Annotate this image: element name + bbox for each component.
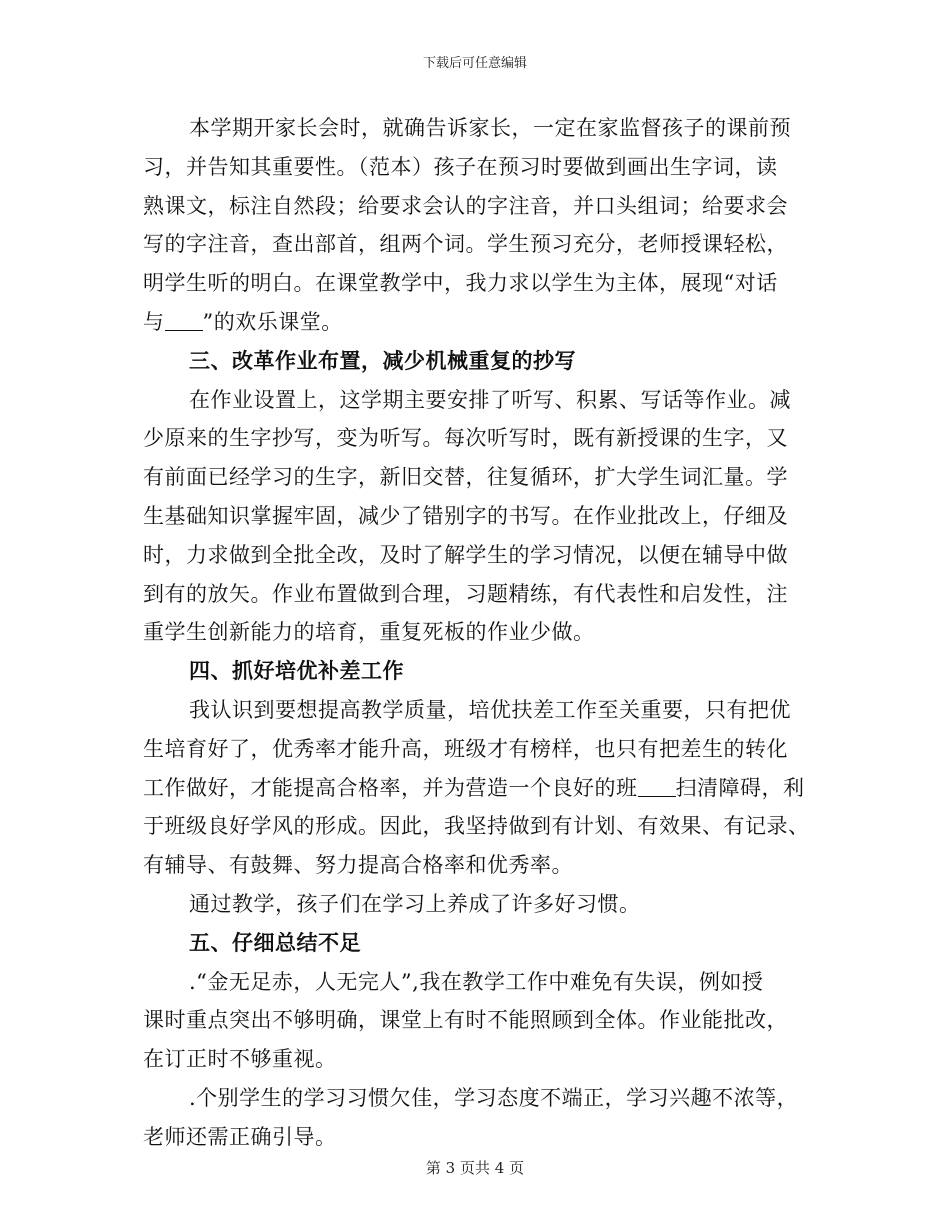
text-line xyxy=(143,148,803,187)
section-heading xyxy=(143,342,803,381)
text-line xyxy=(143,846,803,885)
document-body xyxy=(143,109,810,1157)
section-heading xyxy=(143,924,803,963)
text-line xyxy=(143,691,803,730)
text-segment: 四、抓好培优补差工作 xyxy=(189,658,404,684)
text-segment: 与 xyxy=(143,309,165,334)
text-line xyxy=(143,1079,803,1118)
text-line xyxy=(143,109,803,148)
page-header: 下载后可任意编辑 xyxy=(422,56,527,71)
section-heading xyxy=(143,652,803,691)
text-segment: 时，力求做到全批全改，及时了解学生的学习情况，以便在辅导中做 xyxy=(143,542,788,567)
text-line xyxy=(143,419,803,458)
text-segment: 工作做好，才能提高合格率，并为营造一个良好的班 xyxy=(143,775,638,800)
blank-underline xyxy=(165,308,203,331)
text-line xyxy=(143,769,803,808)
text-line xyxy=(143,303,803,342)
text-segment: 生培育好了，优秀率才能升高，班级才有榜样，也只有把差生的转化 xyxy=(143,736,788,761)
text-line xyxy=(143,1118,803,1157)
text-segment: 在作业设置上，这学期主要安排了听写、积累、写话等作业。减 xyxy=(189,387,791,412)
text-segment: 通过教学，孩子们在学习上养成了许多好习惯。 xyxy=(189,891,641,916)
text-segment: 重学生创新能力的培育，重复死板的作业少做。 xyxy=(143,620,595,645)
text-line xyxy=(143,264,803,303)
text-segment: 于班级良好学风的形成。因此，我坚持做到有计划、有效果、有记录、 xyxy=(143,814,810,839)
text-line xyxy=(143,381,803,420)
text-segment: 明学生听的明白。在课堂教学中，我力求以学生为主体，展现“对话 xyxy=(143,271,778,296)
text-segment: 我认识到要想提高教学质量，培优扶差工作至关重要，只有把优 xyxy=(189,697,791,722)
text-line xyxy=(143,1040,803,1079)
text-segment: 到有的放矢。作业布置做到合理，习题精练，有代表性和启发性，注 xyxy=(143,581,788,606)
text-line xyxy=(143,458,803,497)
text-segment: 习，并告知其重要性。（范本）孩子在预习时要做到画出生字词，读 xyxy=(143,154,778,179)
text-line xyxy=(143,885,803,924)
text-segment: 扫清障碍，利 xyxy=(675,775,805,800)
text-segment: 少原来的生字抄写，变为听写。每次听写时，既有新授课的生字，又 xyxy=(143,426,788,451)
text-segment: .“金无足赤，人无完人”,我在教学工作中难免有失误，例如授 xyxy=(189,969,764,994)
text-segment: 有辅导、有鼓舞、努力提高合格率和优秀率。 xyxy=(143,853,573,878)
page-footer: 第 3 页共 4 页 xyxy=(425,1159,525,1177)
text-segment: 写的字注音，查出部首，组两个词。学生预习充分，老师授课轻松， xyxy=(143,232,788,257)
text-line xyxy=(143,497,803,536)
text-segment: .个别学生的学习习惯欠佳，学习态度不端正，学习兴趣不浓等， xyxy=(189,1085,799,1110)
text-segment: 熟课文，标注自然段；给要求会认的字注音，并口头组词；给要求会 xyxy=(143,193,788,218)
text-segment: 老师还需正确引导。 xyxy=(143,1124,337,1149)
text-segment: 课时重点突出不够明确，课堂上有时不能照顾到全体。作业能批改， xyxy=(143,1008,788,1033)
text-line xyxy=(143,1001,803,1040)
text-line xyxy=(143,730,803,769)
blank-underline xyxy=(638,774,676,797)
text-line xyxy=(143,187,803,226)
text-line xyxy=(143,963,803,1002)
text-line xyxy=(143,536,803,575)
text-segment: 五、仔细总结不足 xyxy=(189,929,361,955)
text-segment: 三、改革作业布置，减少机械重复的抄写 xyxy=(189,347,576,373)
text-line xyxy=(143,575,803,614)
text-segment: 本学期开家长会时，就确告诉家长，一定在家监督孩子的课前预 xyxy=(189,116,791,140)
text-line xyxy=(143,225,803,264)
text-line xyxy=(143,807,810,846)
text-segment: 有前面已经学习的生字，新旧交替，往复循环，扩大学生词汇量。学 xyxy=(143,465,788,490)
text-line xyxy=(143,613,803,652)
text-segment: 在订正时不够重视。 xyxy=(143,1047,337,1072)
text-segment: ”的欢乐课堂。 xyxy=(202,309,343,334)
text-segment: 生基础知识掌握牢固，减少了错别字的书写。在作业批改上，仔细及 xyxy=(143,503,788,528)
